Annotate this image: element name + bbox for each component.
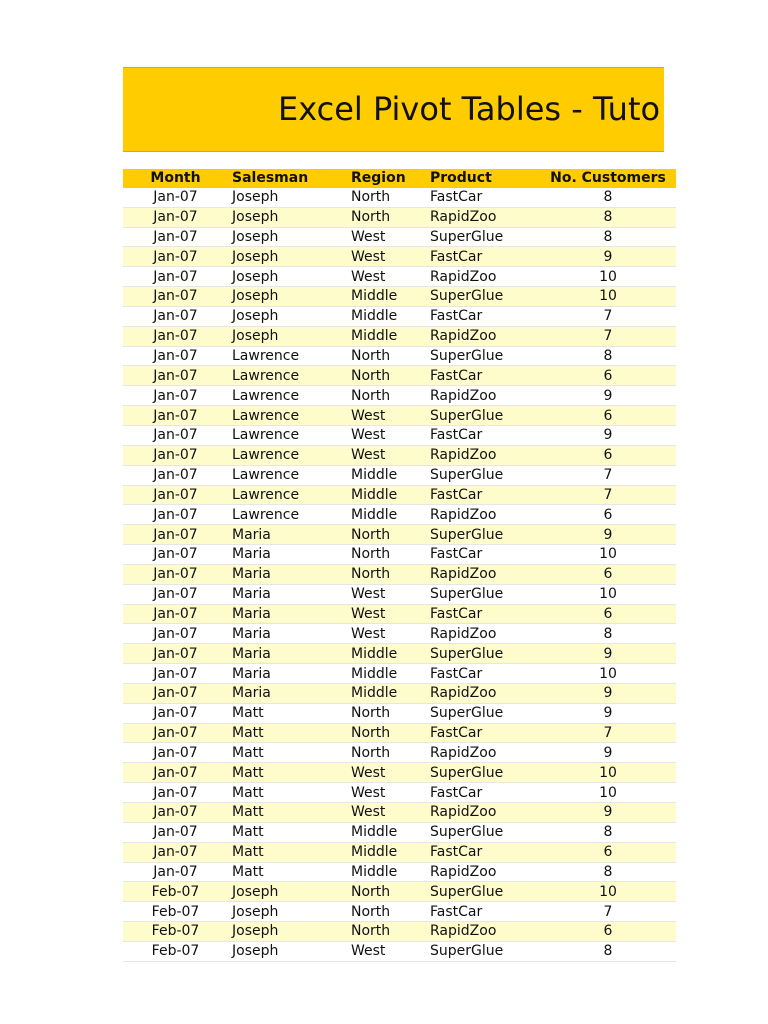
cell-product[interactable]: RapidZoo bbox=[426, 803, 540, 823]
cell-region[interactable]: North bbox=[347, 386, 426, 406]
cell-salesman[interactable]: Maria bbox=[228, 644, 347, 664]
cell-month[interactable]: Jan-07 bbox=[123, 564, 228, 584]
cell-month[interactable]: Jan-07 bbox=[123, 247, 228, 267]
cell-customers[interactable]: 9 bbox=[540, 247, 676, 267]
cell-month[interactable]: Jan-07 bbox=[123, 366, 228, 386]
cell-customers[interactable]: 8 bbox=[540, 346, 676, 366]
cell-product[interactable]: RapidZoo bbox=[426, 922, 540, 942]
cell-customers[interactable]: 9 bbox=[540, 525, 676, 545]
table-row bbox=[123, 783, 676, 803]
cell-product[interactable]: FastCar bbox=[426, 783, 540, 803]
cell-salesman[interactable]: Lawrence bbox=[228, 406, 347, 426]
cell-customers[interactable]: 8 bbox=[540, 188, 676, 207]
cell-customers[interactable]: 10 bbox=[540, 783, 676, 803]
cell-customers[interactable]: 7 bbox=[540, 326, 676, 346]
cell-salesman[interactable]: Lawrence bbox=[228, 366, 347, 386]
spreadsheet bbox=[123, 67, 664, 962]
cell-region[interactable]: Middle bbox=[347, 644, 426, 664]
table-row bbox=[123, 465, 676, 485]
cell-region[interactable]: Middle bbox=[347, 306, 426, 326]
cell-month[interactable]: Jan-07 bbox=[123, 842, 228, 862]
cell-month[interactable]: Jan-07 bbox=[123, 485, 228, 505]
table-row bbox=[123, 763, 676, 783]
cell-customers[interactable]: 8 bbox=[540, 822, 676, 842]
table-row bbox=[123, 545, 676, 565]
cell-region[interactable]: North bbox=[347, 545, 426, 565]
cell-region[interactable]: West bbox=[347, 247, 426, 267]
cell-region[interactable]: Middle bbox=[347, 465, 426, 485]
cell-month[interactable]: Jan-07 bbox=[123, 227, 228, 247]
cell-product[interactable]: SuperGlue bbox=[426, 703, 540, 723]
cell-region[interactable]: North bbox=[347, 564, 426, 584]
cell-region[interactable]: North bbox=[347, 525, 426, 545]
cell-product[interactable]: RapidZoo bbox=[426, 564, 540, 584]
cell-customers[interactable]: 6 bbox=[540, 505, 676, 525]
table-row bbox=[123, 306, 676, 326]
table-row bbox=[123, 485, 676, 505]
cell-region[interactable]: North bbox=[347, 366, 426, 386]
cell-region[interactable]: Middle bbox=[347, 505, 426, 525]
cell-month[interactable]: Jan-07 bbox=[123, 386, 228, 406]
cell-salesman[interactable]: Lawrence bbox=[228, 386, 347, 406]
table-row bbox=[123, 326, 676, 346]
cell-salesman[interactable]: Matt bbox=[228, 743, 347, 763]
cell-region[interactable]: West bbox=[347, 763, 426, 783]
cell-product[interactable]: RapidZoo bbox=[426, 743, 540, 763]
cell-region[interactable]: West bbox=[347, 425, 426, 445]
column-header-month[interactable]: Month bbox=[123, 169, 228, 188]
table-row bbox=[123, 227, 676, 247]
column-header-product[interactable]: Product bbox=[426, 169, 540, 188]
cell-product[interactable]: RapidZoo bbox=[426, 326, 540, 346]
column-header-customers[interactable]: No. Customers bbox=[540, 169, 676, 188]
cell-product[interactable]: SuperGlue bbox=[426, 287, 540, 307]
cell-region[interactable]: West bbox=[347, 584, 426, 604]
cell-customers[interactable]: 8 bbox=[540, 227, 676, 247]
cell-month[interactable]: Jan-07 bbox=[123, 683, 228, 703]
cell-product[interactable]: FastCar bbox=[426, 306, 540, 326]
cell-salesman[interactable]: Matt bbox=[228, 862, 347, 882]
cell-customers[interactable]: 9 bbox=[540, 683, 676, 703]
cell-salesman[interactable]: Joseph bbox=[228, 247, 347, 267]
cell-product[interactable]: FastCar bbox=[426, 485, 540, 505]
cell-customers[interactable]: 10 bbox=[540, 763, 676, 783]
sheet-title: Excel Pivot Tables - Tuto bbox=[278, 90, 661, 128]
table-row bbox=[123, 604, 676, 624]
table-row bbox=[123, 644, 676, 664]
cell-region[interactable]: West bbox=[347, 624, 426, 644]
cell-region[interactable]: North bbox=[347, 188, 426, 207]
cell-month[interactable]: Jan-07 bbox=[123, 624, 228, 644]
cell-salesman[interactable]: Joseph bbox=[228, 882, 347, 902]
cell-salesman[interactable]: Lawrence bbox=[228, 465, 347, 485]
cell-salesman[interactable]: Maria bbox=[228, 525, 347, 545]
cell-month[interactable]: Jan-07 bbox=[123, 703, 228, 723]
cell-region[interactable]: Middle bbox=[347, 862, 426, 882]
cell-salesman[interactable]: Lawrence bbox=[228, 485, 347, 505]
cell-product[interactable]: SuperGlue bbox=[426, 465, 540, 485]
cell-region[interactable]: West bbox=[347, 445, 426, 465]
cell-customers[interactable]: 7 bbox=[540, 485, 676, 505]
cell-region[interactable]: North bbox=[347, 723, 426, 743]
cell-salesman[interactable]: Matt bbox=[228, 763, 347, 783]
cell-customers[interactable]: 8 bbox=[540, 207, 676, 227]
cell-customers[interactable]: 6 bbox=[540, 922, 676, 942]
cell-month[interactable]: Jan-07 bbox=[123, 425, 228, 445]
cell-region[interactable]: Middle bbox=[347, 287, 426, 307]
cell-salesman[interactable]: Joseph bbox=[228, 267, 347, 287]
cell-salesman[interactable]: Matt bbox=[228, 783, 347, 803]
cell-customers[interactable]: 7 bbox=[540, 902, 676, 922]
cell-customers[interactable]: 9 bbox=[540, 803, 676, 823]
cell-product[interactable]: FastCar bbox=[426, 425, 540, 445]
cell-customers[interactable]: 10 bbox=[540, 545, 676, 565]
cell-month[interactable]: Jan-07 bbox=[123, 604, 228, 624]
table-row bbox=[123, 247, 676, 267]
cell-region[interactable]: Middle bbox=[347, 664, 426, 684]
table-row bbox=[123, 207, 676, 227]
cell-salesman[interactable]: Matt bbox=[228, 822, 347, 842]
cell-product[interactable]: RapidZoo bbox=[426, 505, 540, 525]
table-row bbox=[123, 902, 676, 922]
cell-salesman[interactable]: Matt bbox=[228, 723, 347, 743]
cell-customers[interactable]: 9 bbox=[540, 703, 676, 723]
cell-customers[interactable]: 6 bbox=[540, 445, 676, 465]
cell-product[interactable]: RapidZoo bbox=[426, 445, 540, 465]
cell-product[interactable]: SuperGlue bbox=[426, 406, 540, 426]
cell-salesman[interactable]: Maria bbox=[228, 664, 347, 684]
cell-product[interactable]: RapidZoo bbox=[426, 386, 540, 406]
cell-salesman[interactable]: Lawrence bbox=[228, 346, 347, 366]
table-row bbox=[123, 842, 676, 862]
cell-region[interactable]: West bbox=[347, 604, 426, 624]
table-body bbox=[123, 188, 676, 961]
cell-product[interactable]: FastCar bbox=[426, 723, 540, 743]
table-row bbox=[123, 406, 676, 426]
table-row bbox=[123, 822, 676, 842]
cell-region[interactable]: Middle bbox=[347, 822, 426, 842]
cell-region[interactable]: Middle bbox=[347, 842, 426, 862]
table-row bbox=[123, 267, 676, 287]
cell-month[interactable]: Jan-07 bbox=[123, 346, 228, 366]
cell-salesman[interactable]: Maria bbox=[228, 545, 347, 565]
cell-month[interactable]: Jan-07 bbox=[123, 525, 228, 545]
cell-region[interactable]: North bbox=[347, 743, 426, 763]
cell-salesman[interactable]: Maria bbox=[228, 584, 347, 604]
cell-product[interactable]: SuperGlue bbox=[426, 584, 540, 604]
table-row bbox=[123, 346, 676, 366]
table-row bbox=[123, 564, 676, 584]
table-row bbox=[123, 803, 676, 823]
cell-month[interactable]: Jan-07 bbox=[123, 505, 228, 525]
cell-customers[interactable]: 7 bbox=[540, 306, 676, 326]
cell-salesman[interactable]: Matt bbox=[228, 803, 347, 823]
cell-product[interactable]: FastCar bbox=[426, 604, 540, 624]
cell-salesman[interactable]: Joseph bbox=[228, 922, 347, 942]
table-row bbox=[123, 723, 676, 743]
table-row bbox=[123, 425, 676, 445]
cell-customers[interactable]: 8 bbox=[540, 862, 676, 882]
cell-month[interactable]: Jan-07 bbox=[123, 644, 228, 664]
cell-customers[interactable]: 9 bbox=[540, 743, 676, 763]
cell-product[interactable]: SuperGlue bbox=[426, 763, 540, 783]
cell-region[interactable]: West bbox=[347, 941, 426, 961]
cell-salesman[interactable]: Maria bbox=[228, 564, 347, 584]
column-header-salesman[interactable]: Salesman bbox=[228, 169, 347, 188]
title-band bbox=[123, 67, 664, 152]
table-row bbox=[123, 743, 676, 763]
cell-customers[interactable]: 6 bbox=[540, 564, 676, 584]
cell-region[interactable]: West bbox=[347, 406, 426, 426]
cell-customers[interactable]: 10 bbox=[540, 287, 676, 307]
cell-product[interactable]: RapidZoo bbox=[426, 862, 540, 882]
cell-region[interactable]: North bbox=[347, 207, 426, 227]
table-row bbox=[123, 287, 676, 307]
table-row bbox=[123, 703, 676, 723]
cell-region[interactable]: North bbox=[347, 902, 426, 922]
cell-customers[interactable]: 10 bbox=[540, 267, 676, 287]
table-row bbox=[123, 862, 676, 882]
cell-month[interactable]: Jan-07 bbox=[123, 326, 228, 346]
cell-salesman[interactable]: Joseph bbox=[228, 287, 347, 307]
cell-customers[interactable]: 6 bbox=[540, 366, 676, 386]
cell-month[interactable]: Jan-07 bbox=[123, 862, 228, 882]
cell-customers[interactable]: 10 bbox=[540, 584, 676, 604]
cell-month[interactable]: Jan-07 bbox=[123, 664, 228, 684]
cell-customers[interactable]: 10 bbox=[540, 882, 676, 902]
cell-customers[interactable]: 8 bbox=[540, 941, 676, 961]
cell-product[interactable]: FastCar bbox=[426, 902, 540, 922]
cell-salesman[interactable]: Joseph bbox=[228, 227, 347, 247]
cell-month[interactable]: Jan-07 bbox=[123, 188, 228, 207]
cell-region[interactable]: Middle bbox=[347, 485, 426, 505]
cell-product[interactable]: SuperGlue bbox=[426, 941, 540, 961]
cell-region[interactable]: West bbox=[347, 227, 426, 247]
table-row bbox=[123, 386, 676, 406]
cell-month[interactable]: Feb-07 bbox=[123, 902, 228, 922]
cell-region[interactable]: Middle bbox=[347, 683, 426, 703]
table-row bbox=[123, 525, 676, 545]
cell-month[interactable]: Jan-07 bbox=[123, 783, 228, 803]
cell-month[interactable]: Jan-07 bbox=[123, 445, 228, 465]
cell-salesman[interactable]: Lawrence bbox=[228, 445, 347, 465]
table-row bbox=[123, 922, 676, 942]
table-row bbox=[123, 683, 676, 703]
cell-product[interactable]: RapidZoo bbox=[426, 624, 540, 644]
cell-product[interactable]: RapidZoo bbox=[426, 683, 540, 703]
cell-month[interactable]: Jan-07 bbox=[123, 743, 228, 763]
data-table bbox=[123, 169, 676, 962]
cell-month[interactable]: Feb-07 bbox=[123, 941, 228, 961]
cell-month[interactable]: Jan-07 bbox=[123, 763, 228, 783]
table-row bbox=[123, 941, 676, 961]
table-row bbox=[123, 624, 676, 644]
cell-customers[interactable]: 7 bbox=[540, 465, 676, 485]
cell-product[interactable]: RapidZoo bbox=[426, 207, 540, 227]
cell-product[interactable]: FastCar bbox=[426, 188, 540, 207]
cell-customers[interactable]: 7 bbox=[540, 723, 676, 743]
cell-month[interactable]: Jan-07 bbox=[123, 267, 228, 287]
table-row bbox=[123, 882, 676, 902]
cell-region[interactable]: North bbox=[347, 882, 426, 902]
cell-customers[interactable]: 9 bbox=[540, 386, 676, 406]
cell-month[interactable]: Feb-07 bbox=[123, 922, 228, 942]
cell-month[interactable]: Jan-07 bbox=[123, 584, 228, 604]
cell-salesman[interactable]: Maria bbox=[228, 604, 347, 624]
table-row bbox=[123, 445, 676, 465]
cell-salesman[interactable]: Matt bbox=[228, 703, 347, 723]
cell-product[interactable]: SuperGlue bbox=[426, 525, 540, 545]
cell-salesman[interactable]: Maria bbox=[228, 624, 347, 644]
column-header-region[interactable]: Region bbox=[347, 169, 426, 188]
cell-month[interactable]: Jan-07 bbox=[123, 723, 228, 743]
cell-region[interactable]: Middle bbox=[347, 326, 426, 346]
cell-salesman[interactable]: Lawrence bbox=[228, 505, 347, 525]
cell-product[interactable]: FastCar bbox=[426, 247, 540, 267]
cell-month[interactable]: Jan-07 bbox=[123, 207, 228, 227]
cell-product[interactable]: FastCar bbox=[426, 664, 540, 684]
cell-salesman[interactable]: Joseph bbox=[228, 326, 347, 346]
cell-salesman[interactable]: Maria bbox=[228, 683, 347, 703]
cell-region[interactable]: West bbox=[347, 267, 426, 287]
cell-customers[interactable]: 6 bbox=[540, 604, 676, 624]
cell-product[interactable]: SuperGlue bbox=[426, 227, 540, 247]
cell-salesman[interactable]: Lawrence bbox=[228, 425, 347, 445]
cell-month[interactable]: Jan-07 bbox=[123, 803, 228, 823]
table-row bbox=[123, 366, 676, 386]
cell-region[interactable]: West bbox=[347, 803, 426, 823]
cell-month[interactable]: Jan-07 bbox=[123, 822, 228, 842]
cell-product[interactable]: FastCar bbox=[426, 366, 540, 386]
cell-customers[interactable]: 8 bbox=[540, 624, 676, 644]
cell-product[interactable]: RapidZoo bbox=[426, 267, 540, 287]
cell-month[interactable]: Jan-07 bbox=[123, 406, 228, 426]
cell-salesman[interactable]: Joseph bbox=[228, 902, 347, 922]
table-row bbox=[123, 584, 676, 604]
cell-product[interactable]: SuperGlue bbox=[426, 822, 540, 842]
cell-salesman[interactable]: Joseph bbox=[228, 188, 347, 207]
cell-product[interactable]: SuperGlue bbox=[426, 882, 540, 902]
cell-region[interactable]: North bbox=[347, 922, 426, 942]
header-row bbox=[123, 169, 676, 188]
cell-month[interactable]: Jan-07 bbox=[123, 545, 228, 565]
cell-salesman[interactable]: Joseph bbox=[228, 207, 347, 227]
cell-customers[interactable]: 6 bbox=[540, 406, 676, 426]
table-row bbox=[123, 188, 676, 207]
cell-month[interactable]: Jan-07 bbox=[123, 465, 228, 485]
cell-region[interactable]: North bbox=[347, 346, 426, 366]
cell-customers[interactable]: 6 bbox=[540, 842, 676, 862]
cell-region[interactable]: North bbox=[347, 703, 426, 723]
spacer-row bbox=[123, 152, 664, 169]
cell-salesman[interactable]: Joseph bbox=[228, 306, 347, 326]
cell-customers[interactable]: 9 bbox=[540, 425, 676, 445]
cell-month[interactable]: Jan-07 bbox=[123, 306, 228, 326]
table-row bbox=[123, 664, 676, 684]
cell-month[interactable]: Jan-07 bbox=[123, 287, 228, 307]
cell-product[interactable]: FastCar bbox=[426, 545, 540, 565]
cell-product[interactable]: SuperGlue bbox=[426, 346, 540, 366]
cell-customers[interactable]: 9 bbox=[540, 644, 676, 664]
cell-salesman[interactable]: Matt bbox=[228, 842, 347, 862]
table-row bbox=[123, 505, 676, 525]
cell-customers[interactable]: 10 bbox=[540, 664, 676, 684]
cell-product[interactable]: SuperGlue bbox=[426, 644, 540, 664]
cell-product[interactable]: FastCar bbox=[426, 842, 540, 862]
cell-region[interactable]: West bbox=[347, 783, 426, 803]
cell-salesman[interactable]: Joseph bbox=[228, 941, 347, 961]
cell-month[interactable]: Feb-07 bbox=[123, 882, 228, 902]
